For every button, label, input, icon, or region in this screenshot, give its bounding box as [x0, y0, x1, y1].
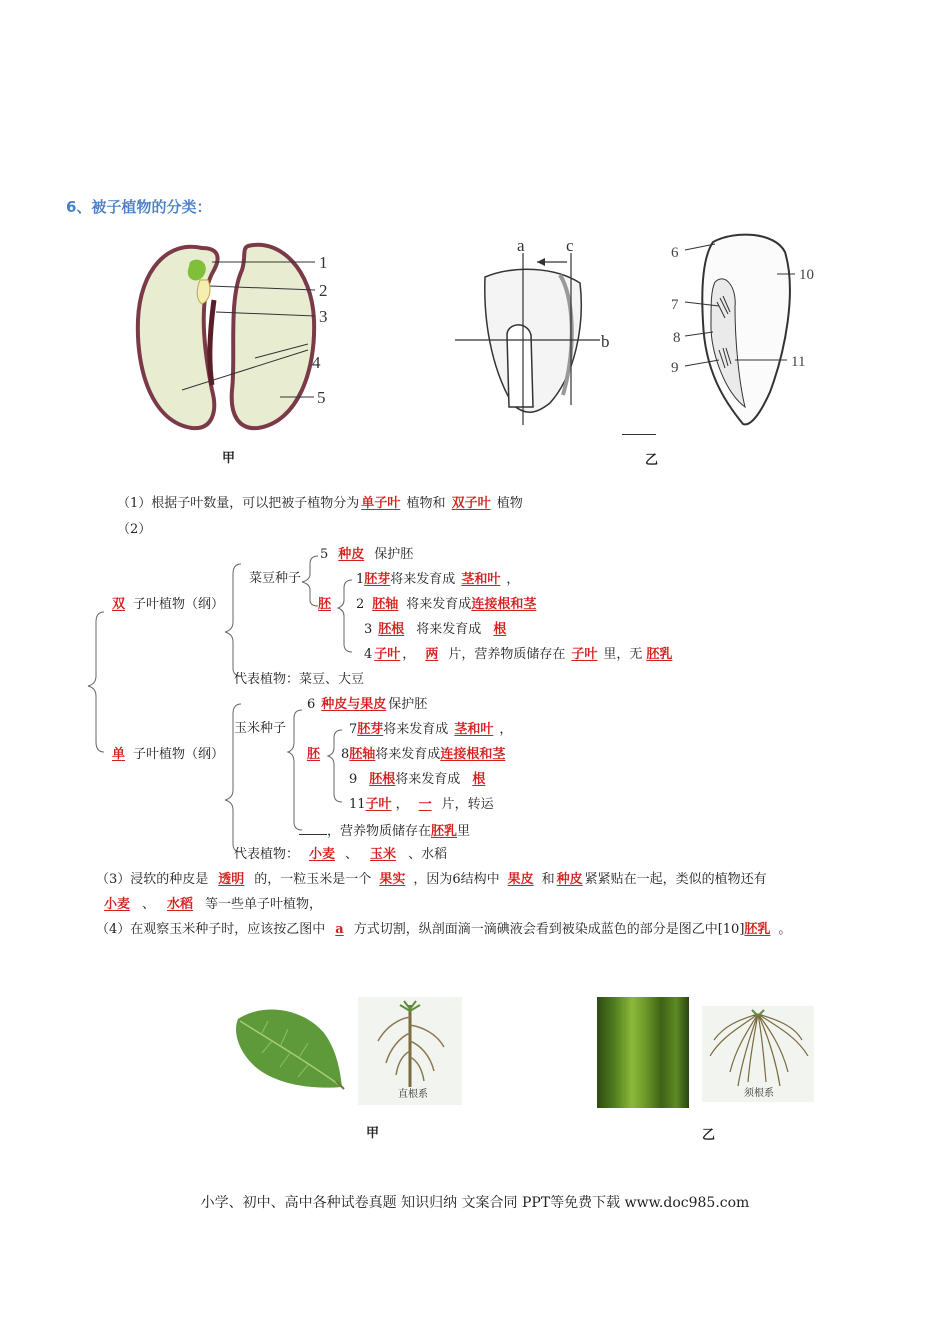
corn-label-8: 8: [673, 330, 681, 346]
dicot-part-4: 4 子叶 ， 两 片，营养物质储存在 子叶 里，无 胚乳: [364, 647, 673, 662]
taproot-label: 直根系: [398, 1089, 428, 1100]
question-2-label: （2）: [117, 522, 152, 537]
question-4: （4）在观察玉米种子时，应该按乙图中 a 方式切割，纵剖面滴一滴碘液会看到被染成蓝色的部分是图乙中[10]胚乳 。: [96, 922, 792, 937]
fibrous-root-label: 须根系: [744, 1088, 774, 1099]
dicot-leaf-image: [232, 1003, 344, 1093]
dicot-embryo: 胚: [318, 597, 332, 612]
corn-section-label-b: b: [601, 332, 610, 351]
monocot-representatives: 代表植物： 小麦 、 玉米 、水稻: [234, 847, 448, 862]
fig2-caption-left: 甲: [366, 1126, 380, 1141]
bean-label-5: 5: [317, 388, 326, 407]
section-heading: 6、被子植物的分类：: [66, 198, 212, 216]
corn-label-11: 11: [791, 354, 806, 370]
corn-label-7: 7: [671, 297, 679, 313]
monocot-endosperm: ，营养物质储存在胚乳里: [299, 822, 470, 840]
bean-label-2: 2: [319, 281, 328, 300]
dicot-part-2: 2 胚轴 将来发育成连接根和茎: [356, 597, 537, 612]
bean-label-3: 3: [319, 307, 328, 326]
question-3-line-2: 小麦 、 水稻 等一些单子叶植物，: [104, 897, 323, 912]
monocot-embryo: 胚: [307, 747, 321, 762]
corn-label-9: 9: [671, 360, 679, 376]
monocot-part-8: 8胚轴将来发育成连接根和茎: [341, 747, 506, 762]
dicot-part-5: 5 种皮 保护胚: [320, 547, 414, 562]
question-3-line-1: （3）浸软的种皮是 透明 的，一粒玉米是一个 果实 ，因为6结构中 果皮 和 种皮 紧紧贴在一起，类似的植物还有: [96, 872, 767, 887]
corn-section-label-c: c: [566, 236, 574, 255]
monocot-part-11: 11子叶 ， 一 片，转运: [349, 797, 494, 812]
corn-section-label-a: a: [517, 236, 525, 255]
dicot-class: 双 子叶植物（纲）: [112, 597, 225, 612]
fig2-caption-right: 乙: [702, 1128, 716, 1143]
dicot-part-3: 3 胚根 将来发育成 根: [364, 622, 507, 637]
fibrous-root-image: [702, 1006, 814, 1102]
question-1: （1）根据子叶数量，可以把被子植物分为 单子叶 植物和 双子叶 植物: [117, 496, 523, 511]
fig1-caption-right: 乙: [645, 453, 659, 468]
monocot-part-6: 6 种皮与果皮 保护胚: [307, 697, 428, 712]
dicot-seed-label: 菜豆种子: [249, 571, 302, 586]
monocot-part-7: 7胚芽将来发育成 茎和叶 ，: [349, 722, 513, 737]
corn-label-6: 6: [671, 245, 679, 261]
monocot-part-9: 9 胚根将来发育成 根: [349, 772, 486, 787]
monocot-class: 单 子叶植物（纲）: [112, 747, 225, 762]
corn-label-10: 10: [799, 267, 814, 283]
page-footer: 小学、初中、高中各种试卷真题 知识归纳 文案合同 PPT等免费下载 www.doc985.com: [200, 1195, 750, 1211]
fig1-caption-left: 甲: [222, 451, 236, 466]
taproot-image: [358, 997, 462, 1105]
dicot-part-1: 1胚芽将来发育成 茎和叶 ，: [356, 572, 520, 587]
monocot-seed-label: 玉米种子: [234, 721, 287, 736]
dicot-representatives: 代表植物：菜豆、大豆: [234, 672, 365, 687]
bean-label-1: 1: [319, 253, 328, 272]
monocot-leaf-image: [597, 997, 689, 1108]
bean-label-4: 4: [312, 353, 321, 372]
